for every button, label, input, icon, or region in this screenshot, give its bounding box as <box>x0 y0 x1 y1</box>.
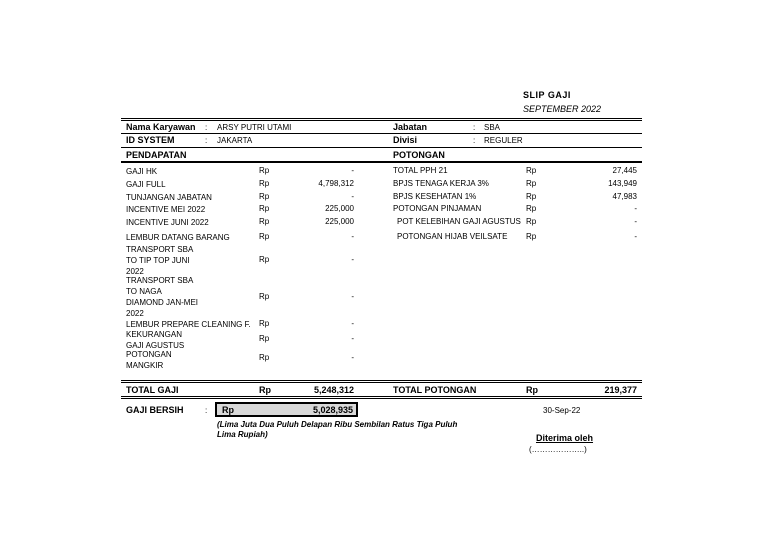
income-currency: Rp <box>259 292 270 301</box>
deduction-label: POT KELEBIHAN GAJI AGUSTUS <box>397 217 521 226</box>
income-amount: - <box>351 292 354 301</box>
position-label: Jabatan <box>393 122 428 132</box>
income-currency: Rp <box>259 166 270 175</box>
deduction-amount: - <box>634 232 637 241</box>
income-currency: Rp <box>259 353 270 362</box>
income-currency: Rp <box>259 319 270 328</box>
income-amount: - <box>351 353 354 362</box>
division-value: REGULER <box>484 136 523 145</box>
received-by-label: Diterima oleh <box>536 433 594 443</box>
deduction-currency: Rp <box>526 166 537 175</box>
income-amount: - <box>351 166 354 175</box>
income-label: INCENTIVE MEI 2022 <box>126 205 206 214</box>
income-currency: Rp <box>259 204 270 213</box>
income-label: INCENTIVE JUNI 2022 <box>126 218 209 227</box>
income-label: LEMBUR PREPARE CLEANING F. <box>126 320 251 329</box>
signature-placeholder: (………………..) <box>529 445 587 454</box>
total-deduction-label: TOTAL POTONGAN <box>393 385 477 395</box>
income-currency: Rp <box>259 334 270 343</box>
position-value: SBA <box>484 123 501 132</box>
deduction-amount: 143,949 <box>608 179 637 188</box>
income-amount: - <box>351 334 354 343</box>
division-label: Divisi <box>393 135 418 145</box>
total-income-currency: Rp <box>259 385 271 395</box>
net-pay-box <box>215 402 358 417</box>
slip-title: SLIP GAJI <box>523 90 571 100</box>
income-amount: - <box>351 192 354 201</box>
deduction-currency: Rp <box>526 192 537 201</box>
colon: : <box>205 136 208 145</box>
income-section-title: PENDAPATAN <box>126 150 187 160</box>
income-amount: 4,798,312 <box>318 179 354 188</box>
deduction-amount: 27,445 <box>612 166 637 175</box>
total-deduction-currency: Rp <box>526 385 538 395</box>
total-income-amount: 5,248,312 <box>313 385 354 395</box>
colon: : <box>205 406 208 415</box>
deduction-amount: 47,983 <box>612 192 637 201</box>
income-label: LEMBUR DATANG BARANG <box>126 233 230 242</box>
income-amount: - <box>351 255 354 264</box>
income-currency: Rp <box>259 232 270 241</box>
net-pay-amount: 5,028,935 <box>312 405 353 415</box>
income-currency: Rp <box>259 179 270 188</box>
net-pay-label: GAJI BERSIH <box>126 405 184 415</box>
income-amount: - <box>351 319 354 328</box>
signature-date: 30-Sep-22 <box>543 406 581 415</box>
income-currency: Rp <box>259 255 270 264</box>
totals-rule-top-1 <box>121 380 642 381</box>
totals-rule-bottom-2 <box>121 398 642 399</box>
total-deduction-amount: 219,377 <box>604 385 637 395</box>
employee-name-label: Nama Karyawan <box>126 122 196 132</box>
deduction-currency: Rp <box>526 232 537 241</box>
income-currency: Rp <box>259 192 270 201</box>
deduction-currency: Rp <box>526 204 537 213</box>
totals-rule-top-2 <box>121 382 642 383</box>
totals-rule-bottom-1 <box>121 396 642 397</box>
income-label: TRANSPORT SBA TO TIP TOP JUNI 2022 <box>126 245 194 276</box>
income-label: TUNJANGAN JABATAN <box>126 193 212 202</box>
deduction-currency: Rp <box>526 179 537 188</box>
section-rule <box>121 147 642 148</box>
deduction-label: BPJS KESEHATAN 1% <box>393 192 477 201</box>
deduction-label: BPJS TENAGA KERJA 3% <box>393 179 489 188</box>
employee-name-value: ARSY PUTRI UTAMI <box>217 123 292 132</box>
top-rule-1 <box>121 118 642 119</box>
deduction-label: TOTAL PPH 21 <box>393 166 448 175</box>
net-pay-currency: Rp <box>222 405 234 415</box>
top-rule-2 <box>121 120 642 121</box>
deduction-currency: Rp <box>526 217 537 226</box>
deduction-label: POTONGAN PINJAMAN <box>393 204 482 213</box>
income-label: KEKURANGAN GAJI AGUSTUS <box>126 330 185 350</box>
income-label: POTONGAN MANGKIR <box>126 350 172 370</box>
id-system-label: ID SYSTEM <box>126 135 175 145</box>
colon: : <box>473 136 476 145</box>
income-label: GAJI HK <box>126 167 158 176</box>
section-rule-thick <box>121 161 642 163</box>
colon: : <box>473 123 476 132</box>
income-currency: Rp <box>259 217 270 226</box>
income-amount: 225,000 <box>325 204 354 213</box>
income-amount: 225,000 <box>325 217 354 226</box>
deduction-section-title: POTONGAN <box>393 150 445 160</box>
id-system-value: JAKARTA <box>217 136 253 145</box>
deduction-amount: - <box>634 204 637 213</box>
net-pay-words-line1: (Lima Juta Dua Puluh Delapan Ribu Sembilan Ratus Tiga Puluh <box>217 420 458 429</box>
income-amount: - <box>351 232 354 241</box>
info-rule <box>121 133 642 134</box>
net-pay-words-line2: Lima Rupiah) <box>217 430 268 439</box>
total-income-label: TOTAL GAJI <box>126 385 179 395</box>
colon: : <box>205 123 208 132</box>
income-label: GAJI FULL <box>126 180 166 189</box>
deduction-label: POTONGAN HIJAB VEILSATE <box>397 232 508 241</box>
deduction-amount: - <box>634 217 637 226</box>
income-label: TRANSPORT SBA TO NAGA DIAMOND JAN-MEI 2022 <box>126 276 198 318</box>
slip-period: SEPTEMBER 2022 <box>523 104 602 114</box>
